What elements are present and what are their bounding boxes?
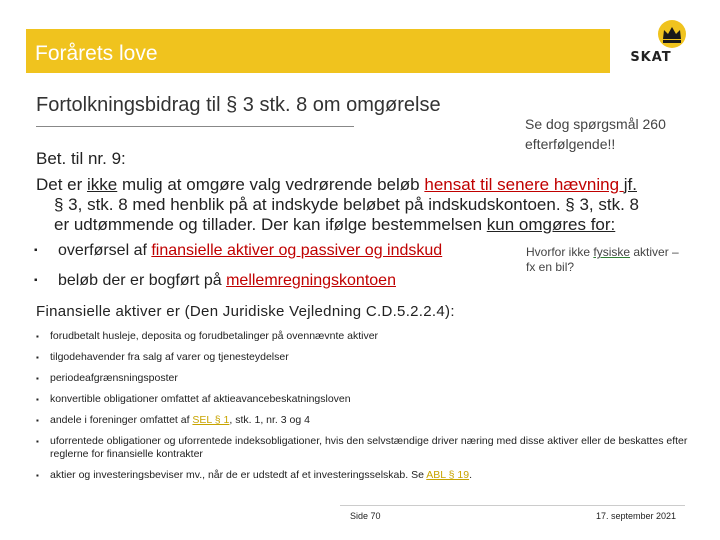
financial-assets-heading: Finansielle aktiver er (Den Juridiske Vejledning C.D.5.2.2.4):	[36, 303, 455, 320]
page-number: Side 70	[350, 511, 381, 521]
intro-paragraph	[36, 175, 690, 235]
financial-assets-list	[36, 330, 696, 482]
abl-link[interactable]: ABL § 19	[426, 469, 470, 481]
footer-date: 17. september 2021	[596, 511, 677, 521]
item-text: andele i foreninger omfattet af	[50, 414, 193, 426]
why-underline: fysiske	[593, 245, 631, 259]
subtitle-underline	[36, 126, 354, 127]
page-header-title: Forårets love	[35, 42, 158, 65]
why-text: aktiver – fx en bil?	[526, 245, 679, 274]
item-text: , stk. 1, nr. 3 og 4	[229, 414, 310, 426]
bullet-icon: ▪	[36, 395, 39, 404]
bullet-text: beløb der er bogført på	[58, 272, 227, 289]
intro-highlight: hensat til senere hævning	[424, 175, 624, 194]
list-item	[36, 372, 696, 385]
intro-underline: kun omgøres for:	[486, 215, 616, 234]
bullet-icon: ▪	[34, 245, 38, 257]
why-text: Hvorfor ikke	[526, 245, 594, 259]
side-note: Se dog spørgsmål 260 efterfølgende!!	[525, 116, 666, 152]
bet-label: Bet. til nr. 9:	[36, 149, 126, 168]
list-item	[36, 435, 696, 461]
intro-underline: jf.	[623, 175, 637, 194]
bullet-icon: ▪	[36, 437, 39, 446]
bullet-text: overførsel af	[58, 242, 152, 259]
sel-link[interactable]: SEL § 1	[192, 414, 230, 426]
bullet-icon: ▪	[34, 275, 38, 287]
footer-divider	[340, 505, 685, 506]
list-item	[36, 351, 696, 364]
logo-text: SKAT	[630, 50, 672, 65]
why-note	[526, 245, 686, 275]
item-text: periodeafgrænsningsposter	[50, 372, 178, 384]
bullet-icon: ▪	[36, 374, 39, 383]
bullet-icon: ▪	[36, 416, 39, 425]
crown-icon	[616, 18, 686, 52]
header-bar	[26, 29, 610, 73]
slide-subtitle: Fortolkningsbidrag til § 3 stk. 8 om omgørelse	[36, 94, 441, 116]
list-item	[36, 469, 696, 482]
list-item	[36, 414, 696, 427]
list-item	[36, 330, 696, 343]
skat-logo	[616, 18, 686, 68]
intro-line-wrap	[36, 215, 690, 235]
item-text: aktier og investeringsbeviser mv., når de er udstedt af et investeringsselskab. Se	[50, 469, 427, 481]
intro-text: er udtømmende og tillader. Der kan ifølge bestemmelsen	[54, 215, 487, 234]
list-item	[34, 242, 442, 260]
bullet-icon: ▪	[36, 332, 39, 341]
item-text: forudbetalt husleje, deposita og forudbetalinger på ovennævnte aktiver	[50, 330, 379, 342]
bullet-icon: ▪	[36, 353, 39, 362]
item-text: tilgodehavender fra salg af varer og tjenesteydelser	[50, 351, 289, 363]
list-item	[36, 393, 696, 406]
item-text: .	[469, 469, 472, 481]
item-text: konvertible obligationer omfattet af aktieavancebeskatningsloven	[50, 393, 351, 405]
bullet-highlight: mellemregningskontoen	[226, 272, 396, 289]
item-text: uforrentede obligationer og uforrentede indeksobligationer, hvis den selvstændige driver næring med disse aktiver eller de beskattes efter reglerne for finansielle kontrakter	[50, 435, 688, 460]
intro-text: Det er	[36, 175, 88, 194]
bullet-highlight: finansielle aktiver og passiver og indskud	[151, 242, 443, 259]
intro-line: § 3, stk. 8 med henblik på at indskyde beløbet på indskudskontoen. § 3, stk. 8	[54, 195, 639, 214]
list-item	[34, 272, 396, 290]
intro-text: mulig at omgøre valg vedrørende beløb	[117, 175, 425, 194]
bullet-icon: ▪	[36, 471, 39, 480]
intro-underline: ikke	[87, 175, 118, 194]
